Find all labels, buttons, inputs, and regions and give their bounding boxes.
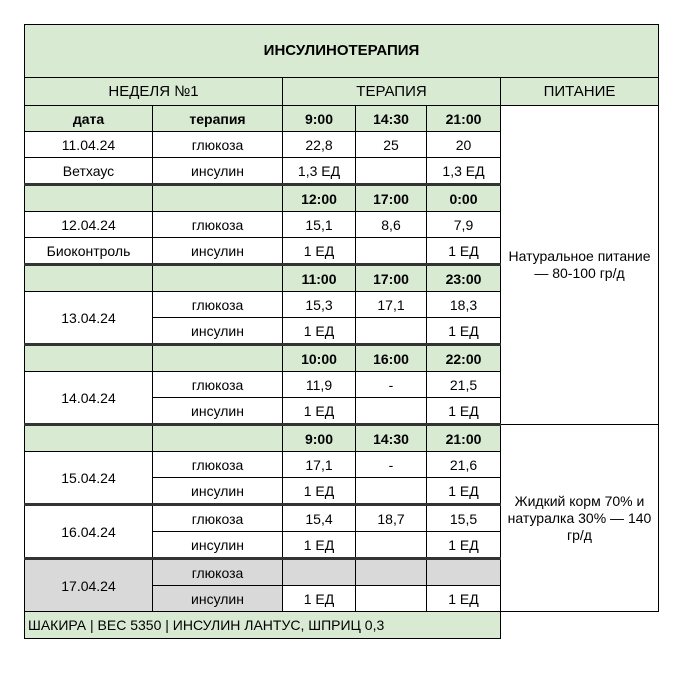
insulin-value: 1,3 ЕД	[427, 158, 501, 185]
insulin-value: 1,3 ЕД	[283, 158, 356, 185]
date-cell: 16.04.24	[25, 505, 153, 559]
date-cell: 11.04.24	[25, 132, 153, 158]
time-cell: 14:30	[356, 425, 427, 452]
therapy-column-header: терапия	[153, 106, 283, 132]
glucose-value: 21,6	[427, 452, 501, 478]
glucose-value	[427, 559, 501, 586]
time-cell: 9:00	[283, 106, 356, 132]
label-cell: глюкоза	[153, 559, 283, 586]
label-cell: глюкоза	[153, 372, 283, 398]
table-title: ИНСУЛИНОТЕРАПИЯ	[25, 25, 659, 78]
insulin-therapy-table	[24, 24, 659, 639]
insulin-value: 1 ЕД	[283, 586, 356, 612]
glucose-value: 25	[356, 132, 427, 158]
glucose-value: -	[356, 372, 427, 398]
label-cell: инсулин	[153, 318, 283, 345]
label-cell: инсулин	[153, 478, 283, 505]
glucose-value: 21,5	[427, 372, 501, 398]
therapy-header: ТЕРАПИЯ	[283, 78, 501, 106]
label-cell: глюкоза	[153, 212, 283, 238]
time-cell: 22:00	[427, 345, 501, 372]
insulin-value: 1 ЕД	[427, 318, 501, 345]
date-column-header: дата	[25, 106, 153, 132]
label-cell: глюкоза	[153, 132, 283, 158]
blank-cell	[25, 345, 153, 372]
glucose-value: 17,1	[283, 452, 356, 478]
clinic-note: Ветхаус	[25, 158, 153, 185]
label-cell: инсулин	[153, 158, 283, 185]
glucose-value: 11,9	[283, 372, 356, 398]
time-cell: 9:00	[283, 425, 356, 452]
nutrition-note-2: Жидкий корм 70% и натуралка 30% — 140 гр/д	[501, 425, 659, 612]
time-cell: 12:00	[283, 185, 356, 212]
insulin-value	[356, 478, 427, 505]
blank-cell	[153, 265, 283, 292]
insulin-value: 1 ЕД	[283, 398, 356, 425]
insulin-value: 1 ЕД	[427, 586, 501, 612]
glucose-value: 15,4	[283, 505, 356, 532]
blank-cell	[25, 265, 153, 292]
label-cell: глюкоза	[153, 292, 283, 318]
time-cell: 17:00	[356, 265, 427, 292]
time-cell: 16:00	[356, 345, 427, 372]
insulin-value	[356, 158, 427, 185]
time-cell: 11:00	[283, 265, 356, 292]
time-cell: 14:30	[356, 106, 427, 132]
insulin-value: 1 ЕД	[283, 532, 356, 559]
glucose-value: 15,1	[283, 212, 356, 238]
blank-cell	[153, 185, 283, 212]
insulin-value: 1 ЕД	[427, 532, 501, 559]
blank-cell	[25, 425, 153, 452]
insulin-value	[356, 238, 427, 265]
date-cell: 13.04.24	[25, 292, 153, 345]
glucose-value: 18,3	[427, 292, 501, 318]
glucose-value: 18,7	[356, 505, 427, 532]
footer-info: ШАКИРА | ВЕС 5350 | ИНСУЛИН ЛАНТУС, ШПРИЦ 0,3	[25, 612, 501, 639]
blank-cell	[153, 425, 283, 452]
time-cell: 21:00	[427, 425, 501, 452]
date-cell: 17.04.24	[25, 559, 153, 612]
glucose-value: 22,8	[283, 132, 356, 158]
label-cell: глюкоза	[153, 452, 283, 478]
nutrition-header: ПИТАНИЕ	[501, 78, 659, 106]
time-cell: 0:00	[427, 185, 501, 212]
label-cell: инсулин	[153, 398, 283, 425]
time-cell: 23:00	[427, 265, 501, 292]
glucose-value: 8,6	[356, 212, 427, 238]
time-cell: 17:00	[356, 185, 427, 212]
blank-cell	[25, 185, 153, 212]
clinic-note: Биоконтроль	[25, 238, 153, 265]
date-cell: 12.04.24	[25, 212, 153, 238]
insulin-value: 1 ЕД	[283, 478, 356, 505]
time-cell: 21:00	[427, 106, 501, 132]
label-cell: инсулин	[153, 532, 283, 559]
insulin-value	[356, 318, 427, 345]
time-cell: 10:00	[283, 345, 356, 372]
glucose-value: 7,9	[427, 212, 501, 238]
glucose-value	[283, 559, 356, 586]
insulin-value	[356, 398, 427, 425]
label-cell: глюкоза	[153, 505, 283, 532]
date-cell: 15.04.24	[25, 452, 153, 505]
label-cell: инсулин	[153, 586, 283, 612]
insulin-value: 1 ЕД	[427, 478, 501, 505]
glucose-value: -	[356, 452, 427, 478]
insulin-value: 1 ЕД	[283, 238, 356, 265]
insulin-value: 1 ЕД	[427, 238, 501, 265]
glucose-value: 17,1	[356, 292, 427, 318]
date-cell: 14.04.24	[25, 372, 153, 425]
insulin-value	[356, 586, 427, 612]
insulin-value: 1 ЕД	[283, 318, 356, 345]
insulin-value: 1 ЕД	[427, 398, 501, 425]
blank-cell	[153, 345, 283, 372]
nutrition-note-1: Натуральное питание — 80-100 гр/д	[501, 106, 659, 425]
week-header: НЕДЕЛЯ №1	[25, 78, 283, 106]
insulin-value	[356, 532, 427, 559]
label-cell: инсулин	[153, 238, 283, 265]
glucose-value	[356, 559, 427, 586]
glucose-value: 15,3	[283, 292, 356, 318]
glucose-value: 20	[427, 132, 501, 158]
glucose-value: 15,5	[427, 505, 501, 532]
